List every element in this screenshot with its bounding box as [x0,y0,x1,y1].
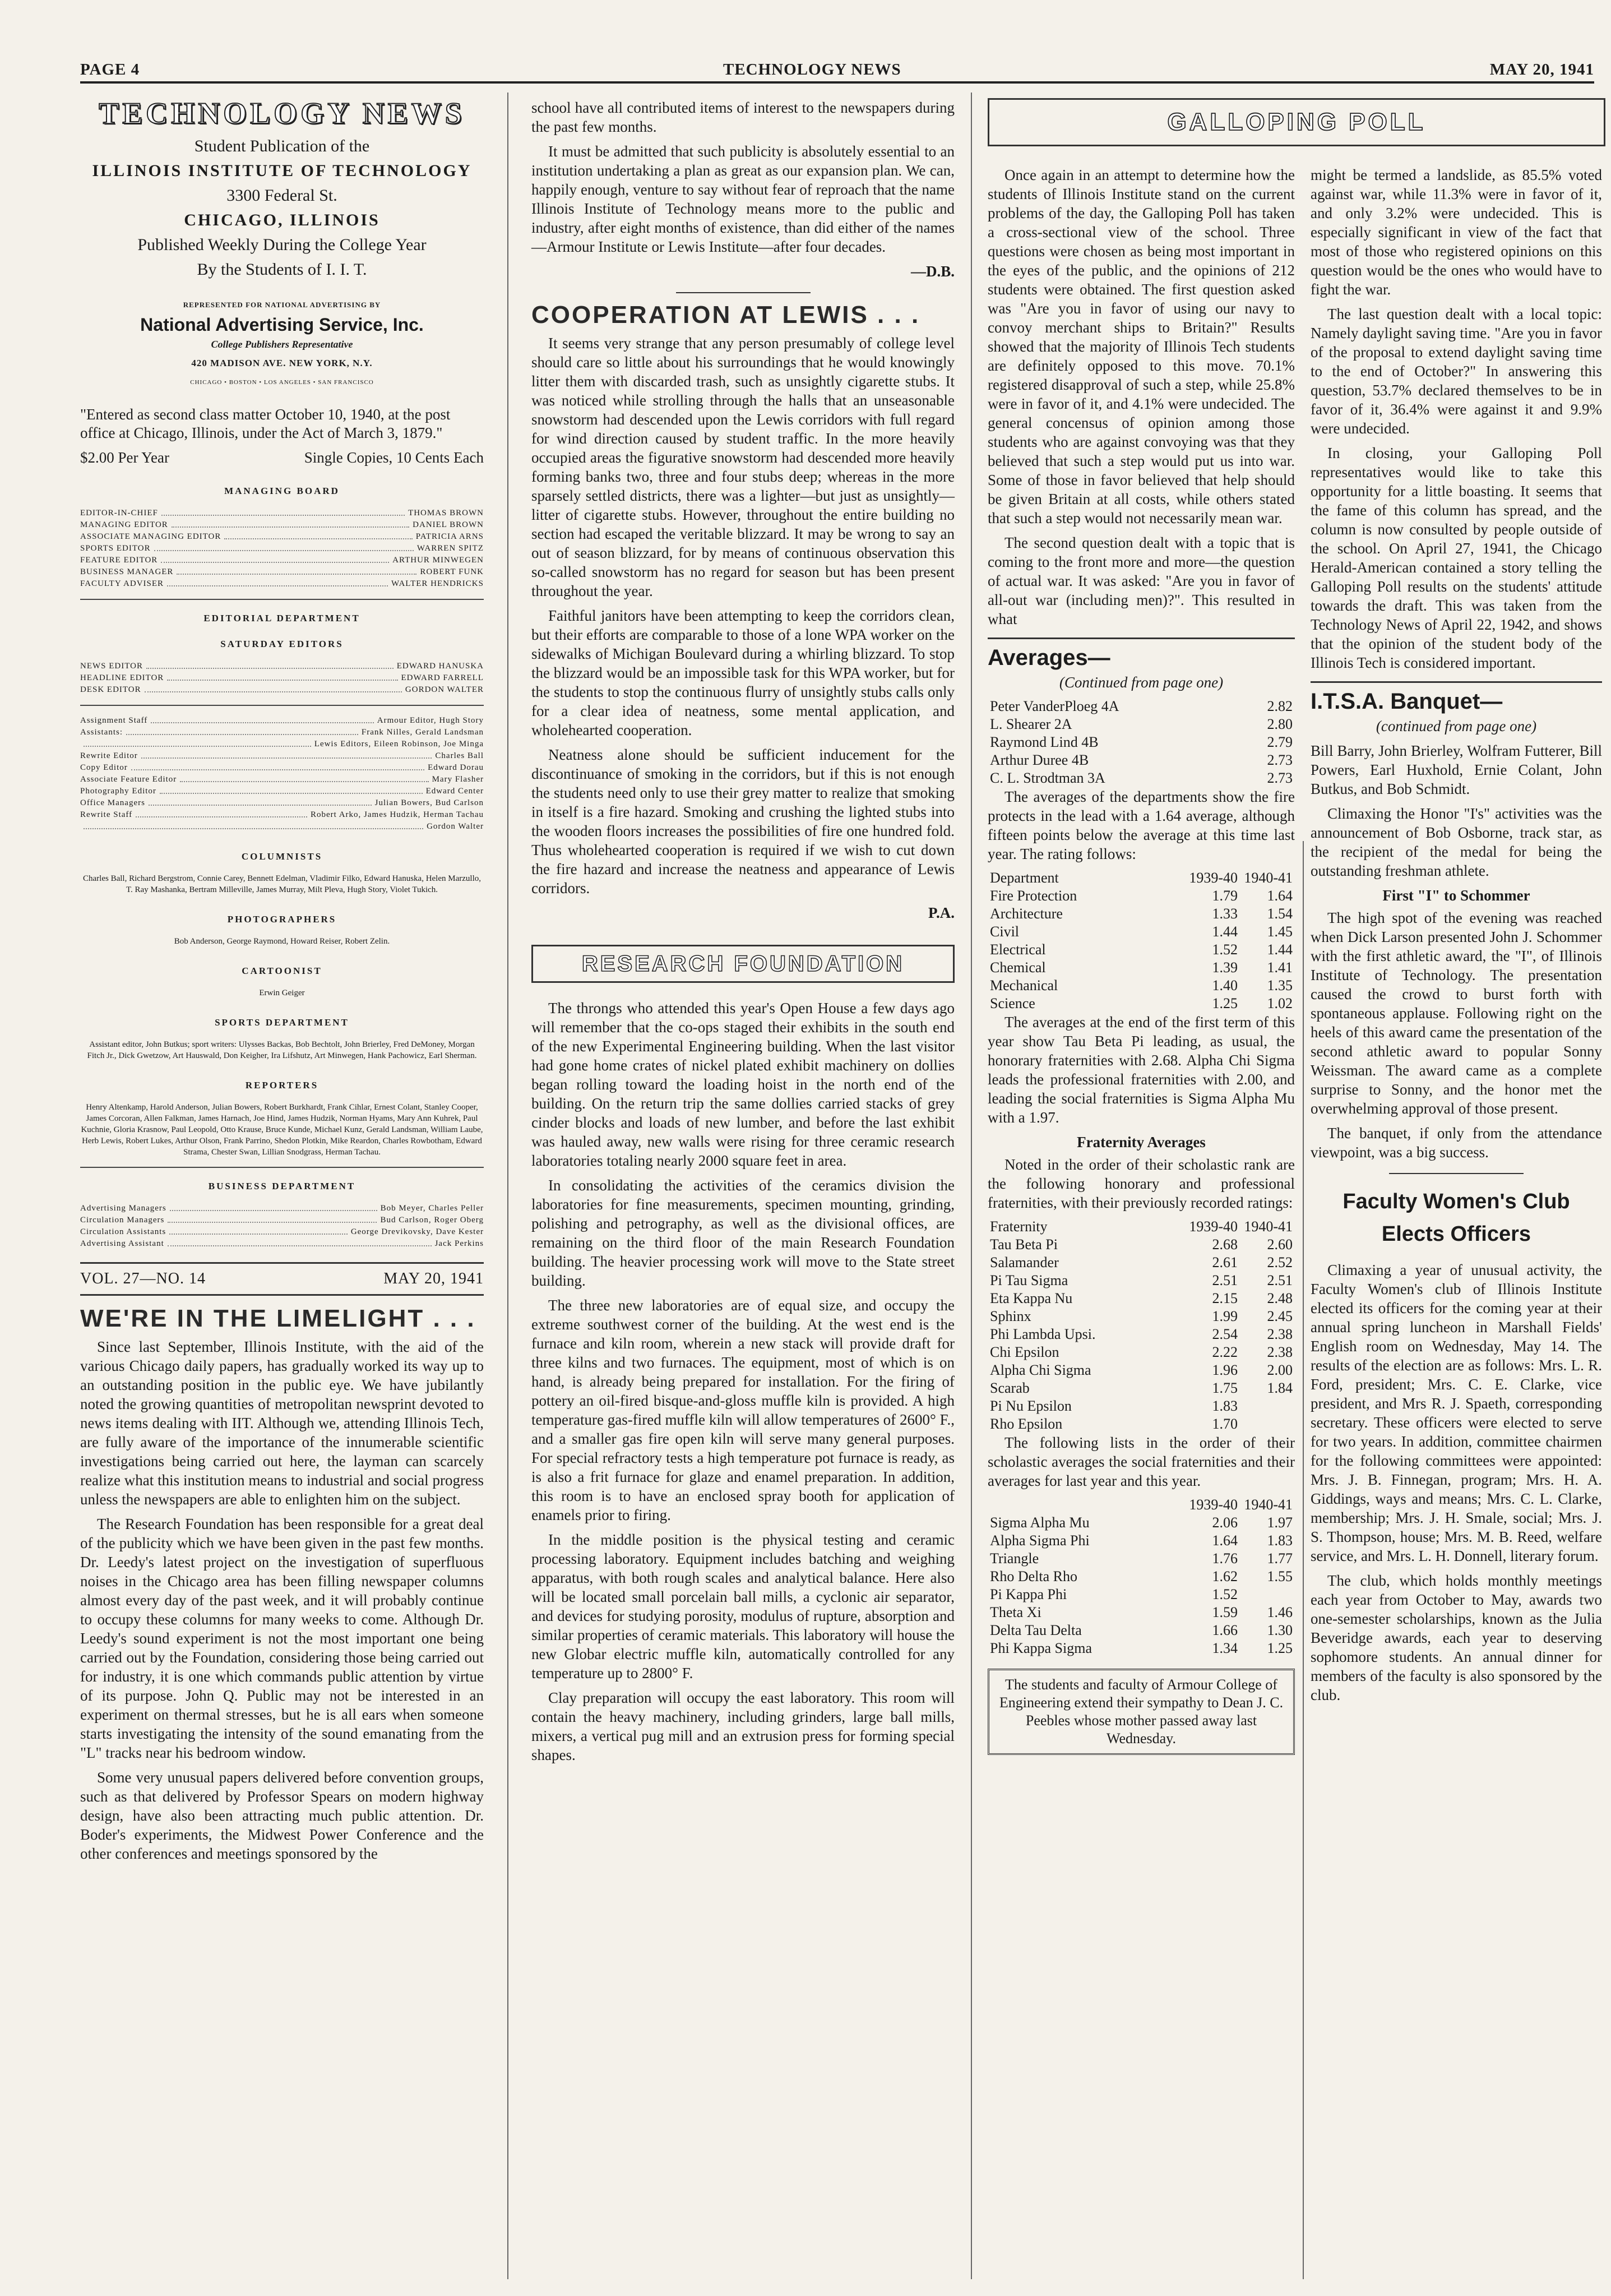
column-poll-averages [988,165,1295,1755]
managing-board-heading: MANAGING BOARD [224,486,340,496]
table-row: Architecture 1.33 1.54 [990,906,1293,922]
research-paragraph: In consolidating the activities of the ceramics division the laboratories for fine measurements, specimen mounting, grinding, polishing and petrography, as well as the divisional offices, are remaining on the third floor of the main Research Foundation building. The heavier processing work will move to the State street building. [531,1177,955,1289]
business-heading: BUSINESS DEPARTMENT [208,1181,356,1191]
poll-paragraph: Once again in an attempt to determine how the students of Illinois Institute stand on the current problems of the day, the Galloping Poll has taken a cross-sectional view of the school. Three questions were chosen as being most important in the eyes of the public, and the opinions of 212 students were obtained. The first question asked was "Are you in favor of using our navy to convoy merchant ships to Britain?" Results showed that the majority of Illinois Tech students are definitely opposed to this move. 70.1% registered disapproval of such a step, while 25.8% were in favor of it, and 4.1% were undecided. The general concensus of opinion among those students who are against convoying was that they believed that such a step would put us into war. Some of those in favor believed that help should be given Britain at all costs, while others stated that such a step would not necessarily mean war. [988,167,1295,526]
table-row: Delta Tau Delta 1.66 1.30 [990,1622,1293,1638]
table-header-row: Department 1939-40 1940-41 [990,870,1293,886]
volume-number: VOL. 27—NO. 14 [80,1270,206,1287]
research-paragraph: Clay preparation will occupy the east laboratory. This room will contain the heavy machinery, including grinders, large ball mills, mixers, a vertical pug mill and an extrusion press for forming special shapes. [531,1689,955,1763]
womens-club-title-1: Faculty Women's Club [1342,1190,1570,1213]
sports-names: Assistant editor, John Butkus; sport writers: Ulysses Backas, Bob Bechtolt, John Brierley, Fred DeMoney, Morgan Fitch Jr., Dick Gwetzow, Art Hauswald, Don Keigher, Ira Lifshutz, Art Minwegen, Hank Pachowicz, Earl Sherman. [87,1040,477,1060]
nas-cities: CHICAGO • BOSTON • LOS ANGELES • SAN FRANCISCO [190,379,374,386]
table-row: Arthur Duree 4B 2.73 [990,752,1293,768]
staff-row: Assignment Staff Armour Editor, Hugh Story [80,716,484,725]
table-row: Tau Beta Pi 2.68 2.60 [990,1236,1293,1253]
table-row: Theta Xi 1.59 1.46 [990,1604,1293,1620]
research-paragraph: The three new laboratories are of equal size, and occupy the extreme southwest corner of the building. At the west end is the furnace and kiln room, wherein a new stack will provide draft for three kilns and two furnaces. The equipment, most of which is on hand, is already being prepared for installation. For the firing of pottery an oil-fired bisque-and-gloss muffle kiln is provided. A high temperature gas-fired muffle kiln will allow temperatures of 2600° F., and a smaller gas fire open kiln will serve many general purposes. For special refractory tests a high temperature pot furnace is ready, as is also a frit furnace for glaze and enamel preparation. In addition, this room is to have an enclosed spray booth for application of enamels prior to firing. [531,1297,955,1523]
staff-row: FACULTY ADVISER WALTER HENDRICKS [80,579,484,588]
table-row: Alpha Sigma Phi 1.64 1.83 [990,1532,1293,1549]
staff-row: Lewis Editors, Eileen Robinson, Joe Minga [80,738,484,750]
photographers-heading: PHOTOGRAPHERS [227,914,337,925]
business-list [80,1203,484,1250]
reporters-names: Henry Altenkamp, Harold Anderson, Julian Bowers, Robert Burkhardt, Frank Cihlar, Ernest Colant, Stanley Cooper, James Corcoran, Allen Falkman, James Harnach, Joe Hind, James Hudzik, Norman Hyams, Mary Ann Kuhrek, Paul Kuchnie, Gloria Krasnow, Paul Leopold, Otto Krause, Bruce Kunde, Michael Kunz, Gerald Landsman, William Laube, Herb Lewis, Robert Lukes, Arthur Olson, Frank Parrino, Shedon Plotkin, Mike Reardon, Charles Rowbotham, Edward Strama, Chester Swan, Lillian Snodgrass, Herman Tachau. [81,1103,483,1157]
averages-paragraph: The averages of the departments show the fire protects in the lead with a 1.64 average, although fifteen points below the average at this time last year. The rating follows: [988,788,1295,862]
postal-notice: "Entered as second class matter October 10, 1940, at the post office at Chicago, Illinois, under the Act of March 3, 1879." [80,406,451,441]
saturday-heading: SATURDAY EDITORS [220,639,344,649]
staff-row: Circulation Assistants George Drevikovsky, Dave Kester [80,1227,484,1236]
staff-row: FEATURE EDITOR ARTHUR MINWEGEN [80,556,484,565]
banquet-paragraph: Bill Barry, John Brierley, Wolfram Futterer, Bill Powers, Earl Huxhold, Ernie Colant, John Butkus, and Bob Schmidt. [1311,742,1602,797]
staff-row: Photography Editor Edward Center [80,787,484,796]
sympathy-notice: The students and faculty of Armour College of Engineering extend their sympathy to Dean J. C. Peebles whose mother passed away last Wednesday. [988,1669,1295,1755]
poll-paragraph: The second question dealt with a topic that is coming to the front more and more—the question of actual war. It was asked: "Are you in favor of all-out war (including men)?". This resulted in what [988,534,1295,627]
table-row: Sphinx 1.99 2.45 [990,1308,1293,1324]
columnists-heading: COLUMNISTS [241,851,323,862]
poll-headline: GALLOPING POLL [1167,108,1426,136]
table-row: Eta Kappa Nu 2.15 2.48 [990,1290,1293,1306]
header-rule [80,81,1594,84]
department-averages-table [988,869,1295,1013]
masthead-line: 3300 Federal St. [226,186,337,205]
nas-rep-label: REPRESENTED FOR NATIONAL ADVERTISING BY [183,301,381,309]
masthead-institute: ILLINOIS INSTITUTE OF TECHNOLOGY [92,161,472,180]
divider [80,599,484,600]
table-row: Fire Protection 1.79 1.64 [990,888,1293,904]
divider [1389,1173,1524,1174]
column-divider [507,93,508,2279]
table-header-row: 1939-40 1940-41 [1189,1496,1293,1513]
banquet-subtitle: (continued from page one) [1376,718,1537,734]
poll-continued: might be termed a landslide, as 85.5% voted against war, while 11.3% were in favor of it, and only 3.2% were undecided. This is especially significant in view of the fact that most of those who registered opinions on this question would be the ones who would have to fight the war. [1311,167,1602,298]
divider [80,705,484,706]
limelight-paragraph: Some very unusual papers delivered before convention groups, such as that delivered by Professor Spears on modern highway design, have also been attracting much public attention. Dr. Boder's experiments, the Midwest Power Conference and the other conferences and meetings sponsored by the [80,1769,484,1862]
staff-row: Advertising Assistant Jack Perkins [80,1239,484,1248]
averages-paragraph: Noted in the order of their scholastic rank are the following honorary and professional fraternities, with their previously recorded ratings: [988,1156,1295,1211]
table-row: Chi Epsilon 2.22 2.38 [990,1344,1293,1360]
cartoonist-heading: CARTOONIST [242,965,322,976]
limelight-paragraph: The Research Foundation has been responsible for a great deal of the publicity which we have been given in the past few months. Dr. Leedy's latest project on the investigation of superfluous noises in the Chicago area has been filling newspaper columns almost every day of the past week, and it will probably continue to occupy these columns for many weeks to come. Although Dr. Leedy's sound experiment is not the most important one being carried out by the Foundation, considering those being carried out for industry, it is one which commands public attention by virtue of its purpose. John Q. Public may not be interested in an experiment on thermal stresses, but he is all ears when someone starts investigating the intensity of the sound emanating from the "L" tracks near his bedroom window. [80,1516,484,1761]
staff-row: BUSINESS MANAGER ROBERT FUNK [80,567,484,576]
table-row: L. Shearer 2A 2.80 [990,716,1293,732]
poll-continued: The last question dealt with a local topic: Namely daylight saving time. "Are you in favor of the proposal to extend daylight saving time to the end of October?" In answering this question, 53.7% declared themselves to be in favor of it, 36.4% were against it and 9.9% were undecided. [1311,306,1602,437]
social-fraternity-table [988,1496,1295,1657]
sports-heading: SPORTS DEPARTMENT [215,1017,349,1028]
poll-headline-box [988,98,1605,146]
nas-name: National Advertising Service, Inc. [140,315,424,335]
price-single: Single Copies, 10 Cents Each [304,449,484,466]
cooperation-paragraph: It seems very strange that any person presumably of college level should care so little about his surroundings that he would knowingly litter them with discarded trash, such as unsightly cigarette stubs. It was noticed while strolling through the halls that an unseasonable snowstorm had descended upon the Lewis corridors with full regard for wind direction caused by student traffic. In the more heavily occupied areas the figurative snowstorm had descended more heavily forming banks two, three and four stubs deep; whereas in the more sparsely settled districts, there was a lighter—but just as unsightly—litter of cigarette stubs. However, throughout the entire building no section had escaped the veritable blizzard. It may be wrong to say an out of season blizzard, for by means of continuous observation this so-called snowstorm has no regard for season but has been present throughout the year. [531,335,955,599]
limelight-headline: WE'RE IN THE LIMELIGHT . . . [80,1305,476,1332]
womens-club-paragraph: The club, which holds monthly meetings each year from October to May, awards two one-semester scholarships, known as the Julia Beveridge awards, each year to deserving sophomore students. An annual dinner for members of the faculty is also sponsored by the club. [1311,1572,1602,1703]
masthead-line: Student Publication of the [194,137,370,155]
staff-row: DESK EDITOR GORDON WALTER [80,685,484,694]
table-row: C. L. Strodtman 3A 2.73 [990,770,1293,786]
reporters-heading: REPORTERS [245,1080,319,1091]
table-row: Salamander 2.61 2.52 [990,1254,1293,1271]
masthead-city: CHICAGO, ILLINOIS [184,211,380,229]
banquet-subhead: First "I" to Schommer [1382,887,1530,904]
column-poll-banquet [1311,165,1602,1710]
womens-club-paragraph: Climaxing a year of unusual activity, the Faculty Women's club of Illinois Institute elected its officers for the coming year at their annual spring luncheon in Marshall Fields' English room on Wednesday, May 14. The results of the election are as follows: Mrs. L. R. Ford, president; Mrs. C. E. Clarke, vice president, and Mrs R. J. Spaeth, corresponding secretary. These officers were elected to serve for two years. In addition, committee chairmen for the following committees were appointed: Mrs. J. B. Finnegan, program; Mrs. H. A. Giddings, ways and means; Mrs. C. L. Clarke, membership; Mrs. J. H. Smale, social; Mrs. J. S. Thompson, house; Mrs. M. B. Reed, welfare service, and Mrs. L. H. Donnell, literary forum. [1311,1262,1602,1564]
cooperation-paragraph: Faithful janitors have been attempting to keep the corridors clean, but their efforts are comparable to those of a lone WPA worker on the sidewalks of Michigan Boulevard during a whirling blizzard. To stop the blizzard would be an impossible task for this WPA worker, but for the students to stop the continuous flurry of unsightly stubs calls only for a clear idea of neatness, some mental application, and wholehearted cooperation. [531,607,955,738]
staff-row: Rewrite Staff Robert Arko, James Hudzik, Herman Tachau [80,810,484,819]
staff-row: NEWS EDITOR EDWARD HANUSKA [80,662,484,671]
staff-row: HEADLINE EDITOR EDWARD FARRELL [80,673,484,682]
page-number: PAGE 4 [80,61,140,78]
nas-subtitle: College Publishers Representative [211,339,353,350]
columnists-names: Charles Ball, Richard Bergstrom, Connie Carey, Bennett Edelman, Vladimir Filko, Edward Hanuska, Helen Marzullo, T. Ray Mashanka, Bertram Milleville, James Murray, Milt Pleva, Hugh Story, Violet Tukich. [83,874,481,894]
volume-date: MAY 20, 1941 [383,1270,484,1287]
staff-row: ASSOCIATE MANAGING EDITOR PATRICIA ARNS [80,532,484,541]
editorial-heading: EDITORIAL DEPARTMENT [203,613,360,623]
cooperation-signature: P.A. [928,904,955,921]
column-divider [971,93,972,2279]
banquet-paragraph: The high spot of the evening was reached when Dick Larson presented John J. Schommer with the first athletic award, the "I", of Illinois Institute of Technology. The presentation caused the crowd to burst forth with spontaneous applause. Following right on the heels of this award came the presentation of the second athletic award to popular Sonny Weissman. The award came as a complete surprise to Sonny, and the honor met the overwhelming approval of those present. [1311,909,1602,1117]
staff-row: Office Managers Julian Bowers, Bud Carlson [80,798,484,807]
saturday-editors-list [80,660,484,696]
fraternity-averages-heading: Fraternity Averages [1077,1134,1206,1151]
limelight-continued: It must be admitted that such publicity is absolutely essential to an institution undertaking a plan as great as our expansion plan. We can, happily enough, venture to say without fear of reproach that the name Illinois Institute of Technology means more to the public and industry, after eight months of existence, than did either of the names—Armour Institute or Lewis Institute—after four decades. [531,143,955,255]
table-row: Phi Kappa Sigma 1.34 1.25 [990,1640,1293,1656]
womens-club-headline [1311,1185,1602,1250]
table-row: Raymond Lind 4B 2.79 [990,734,1293,750]
limelight-paragraph: Since last September, Illinois Institute, with the aid of the various Chicago daily papers, has gradually worked its way up to an outstanding position in the public eye. We have jubilantly noted the growing quantities of metropolitan newsprint devoted to news items dealing with IIT. Although we, attending Illinois Tech, are fully aware of the importance of the innumerable scientific investigations being carried out here, the layman can scarcely realize what this institution means to industrial and social progress unless the newspapers are able to enlighten him on the subject. [80,1338,484,1508]
table-row: Rho Epsilon 1.70 [990,1416,1238,1432]
averages-headline: Averages— [988,645,1110,670]
research-headline: RESEARCH FOUNDATION [531,945,955,983]
staff-row: Circulation Managers Bud Carlson, Roger Oberg [80,1216,484,1225]
advertising-rep-block [80,295,484,392]
staff-row: MANAGING EDITOR DANIEL BROWN [80,520,484,529]
research-paragraph: The throngs who attended this year's Open House a few days ago will remember that the co-ops staged their exhibits in the south end of the new Experimental Engineering building. When the last visitor had gone home crates of nickel plated exhibit machinery on dollies began rolling toward the loading hoist in the north end of the building. On the return trip the same dollies carried stacks of grey cinder blocks and loads of new lumber, and before the last exhibit was hauled away, new walls were rising for three ceramic research laboratories totaling nearly 2000 square feet in area. [531,1000,955,1169]
table-row: Scarab 1.75 1.84 [990,1380,1293,1396]
student-averages-table [988,697,1295,787]
assignment-staff-list [80,715,484,833]
table-row: Science 1.25 1.02 [990,995,1293,1011]
staff-row: Copy Editor Edward Dorau [80,763,484,772]
photographers-names: Bob Anderson, George Raymond, Howard Reiser, Robert Zelin. [174,937,390,946]
cooperation-headline: COOPERATION AT LEWIS . . . [531,301,920,329]
table-header-row: Fraternity 1939-40 1940-41 [990,1218,1293,1235]
volume-bar [80,1262,484,1296]
masthead-line: Published Weekly During the College Year [137,235,427,254]
research-paragraph: In the middle position is the physical testing and ceramic processing laboratory. Equipment includes batching and weighing apparatus, with both rough scales and analytical balance. Here also will be located small porcelain ball mills, a cyclonic air separator, and devices for studying porosity, modulus of rupture, absorption and similar properties of ceramic materials. This laboratory will house the new Globar electric muffle kiln, automatically controlled for any temperature up to 2800° F. [531,1531,955,1681]
table-row: Pi Nu Epsilon 1.83 [990,1398,1238,1414]
divider [80,1167,484,1168]
masthead-title: TECHNOLOGY NEWS [99,96,465,130]
running-title: TECHNOLOGY NEWS [723,61,901,78]
poll-continued: In closing, your Galloping Poll representatives would like to take this opportunity for a little boasting. It seems that the fame of this column has spread, and the column is now consulted by people outside of the school. On April 27, 1941, the Chicago Herald-American contained a story telling the Galloping Poll results on the students' attitude towards the draft. This was taken from the Technology News of April 22, 1942, and shows that the opinion of the student body of the Illinois Tech is considered important. [1311,445,1602,671]
column-divider [1303,841,1304,2279]
price-year: $2.00 Per Year [80,449,169,466]
table-row: Electrical 1.52 1.44 [990,941,1293,958]
nas-address: 420 MADISON AVE. NEW YORK, N.Y. [191,358,373,368]
table-row: Rho Delta Rho 1.62 1.55 [990,1568,1293,1584]
staff-row: Advertising Managers Bob Meyer, Charles Peller [80,1204,484,1213]
limelight-continued: school have all contributed items of interest to the newspapers during the past few months. [531,99,955,135]
divider [988,637,1295,639]
averages-paragraph: The averages at the end of the first term of this year show Tau Beta Pi leading, as usual, the honorary fraternities with 2.68. Alpha Chi Sigma leads the professional fraternities with 2.00, and leading the social fraternities is Sigma Alpha Mu with a 1.97. [988,1014,1295,1126]
averages-paragraph: The following lists in the order of their scholastic averages the social fraternities and their averages for last year and this year. [988,1434,1295,1489]
banquet-headline: I.T.S.A. Banquet— [1311,689,1503,714]
cartoonist-name: Erwin Geiger [259,988,305,997]
staff-row: Associate Feature Editor Mary Flasher [80,775,484,784]
fraternity-averages-table [988,1218,1295,1433]
table-row: Pi Kappa Phi 1.52 [990,1586,1238,1602]
averages-subtitle: (Continued from page one) [1059,674,1224,691]
womens-club-title-2: Elects Officers [1381,1222,1531,1246]
column-editorials [531,98,955,1770]
table-row: Sigma Alpha Mu 2.06 1.97 [990,1514,1293,1531]
table-row: Phi Lambda Upsi. 2.54 2.38 [990,1326,1293,1342]
table-row: Pi Tau Sigma 2.51 2.51 [990,1272,1293,1288]
table-row: Alpha Chi Sigma 1.96 2.00 [990,1362,1293,1378]
table-row: Chemical 1.39 1.41 [990,959,1293,976]
table-row: Civil 1.44 1.45 [990,923,1293,940]
staff-row: EDITOR-IN-CHIEF THOMAS BROWN [80,509,484,518]
staff-row: Rewrite Editor Charles Ball [80,751,484,760]
column-masthead [80,98,484,1869]
managing-board-list [80,507,484,590]
banquet-paragraph: Climaxing the Honor "I's" activities was the announcement of Bob Osborne, track star, as the recipient of the medal for being the outstanding freshman athlete. [1311,805,1602,879]
banquet-paragraph: The banquet, if only from the attendance viewpoint, was a big success. [1311,1125,1602,1161]
table-row: Peter VanderPloeg 4A 2.82 [990,698,1293,714]
staff-row: Assistants: Frank Nilles, Gerald Landsman [80,728,484,737]
cooperation-paragraph: Neatness alone should be sufficient inducement for the discontinuance of smoking in the corridors, but if this is not enough the students need only to use their grey matter to realize that smoking in itself is a fire hazard. Smoking and crushing the lighted stubs into the wooden floors increases the possibilities of fire one hundred fold. Thus wholehearted cooperation is required if we wish to cut down the fire hazard and increase the neatness and appearance of Lewis corridors. [531,746,955,897]
limelight-signature: —D.B. [910,263,955,280]
table-row: Mechanical 1.40 1.35 [990,977,1293,994]
header-date: MAY 20, 1941 [1489,61,1594,78]
price-row [80,448,484,467]
masthead-line: By the Students of I. I. T. [197,260,367,279]
staff-row: Gordon Walter [80,821,484,833]
divider [676,292,811,293]
staff-row: SPORTS EDITOR WARREN SPITZ [80,544,484,553]
table-row: Triangle 1.76 1.77 [990,1550,1293,1567]
divider [1311,681,1602,683]
